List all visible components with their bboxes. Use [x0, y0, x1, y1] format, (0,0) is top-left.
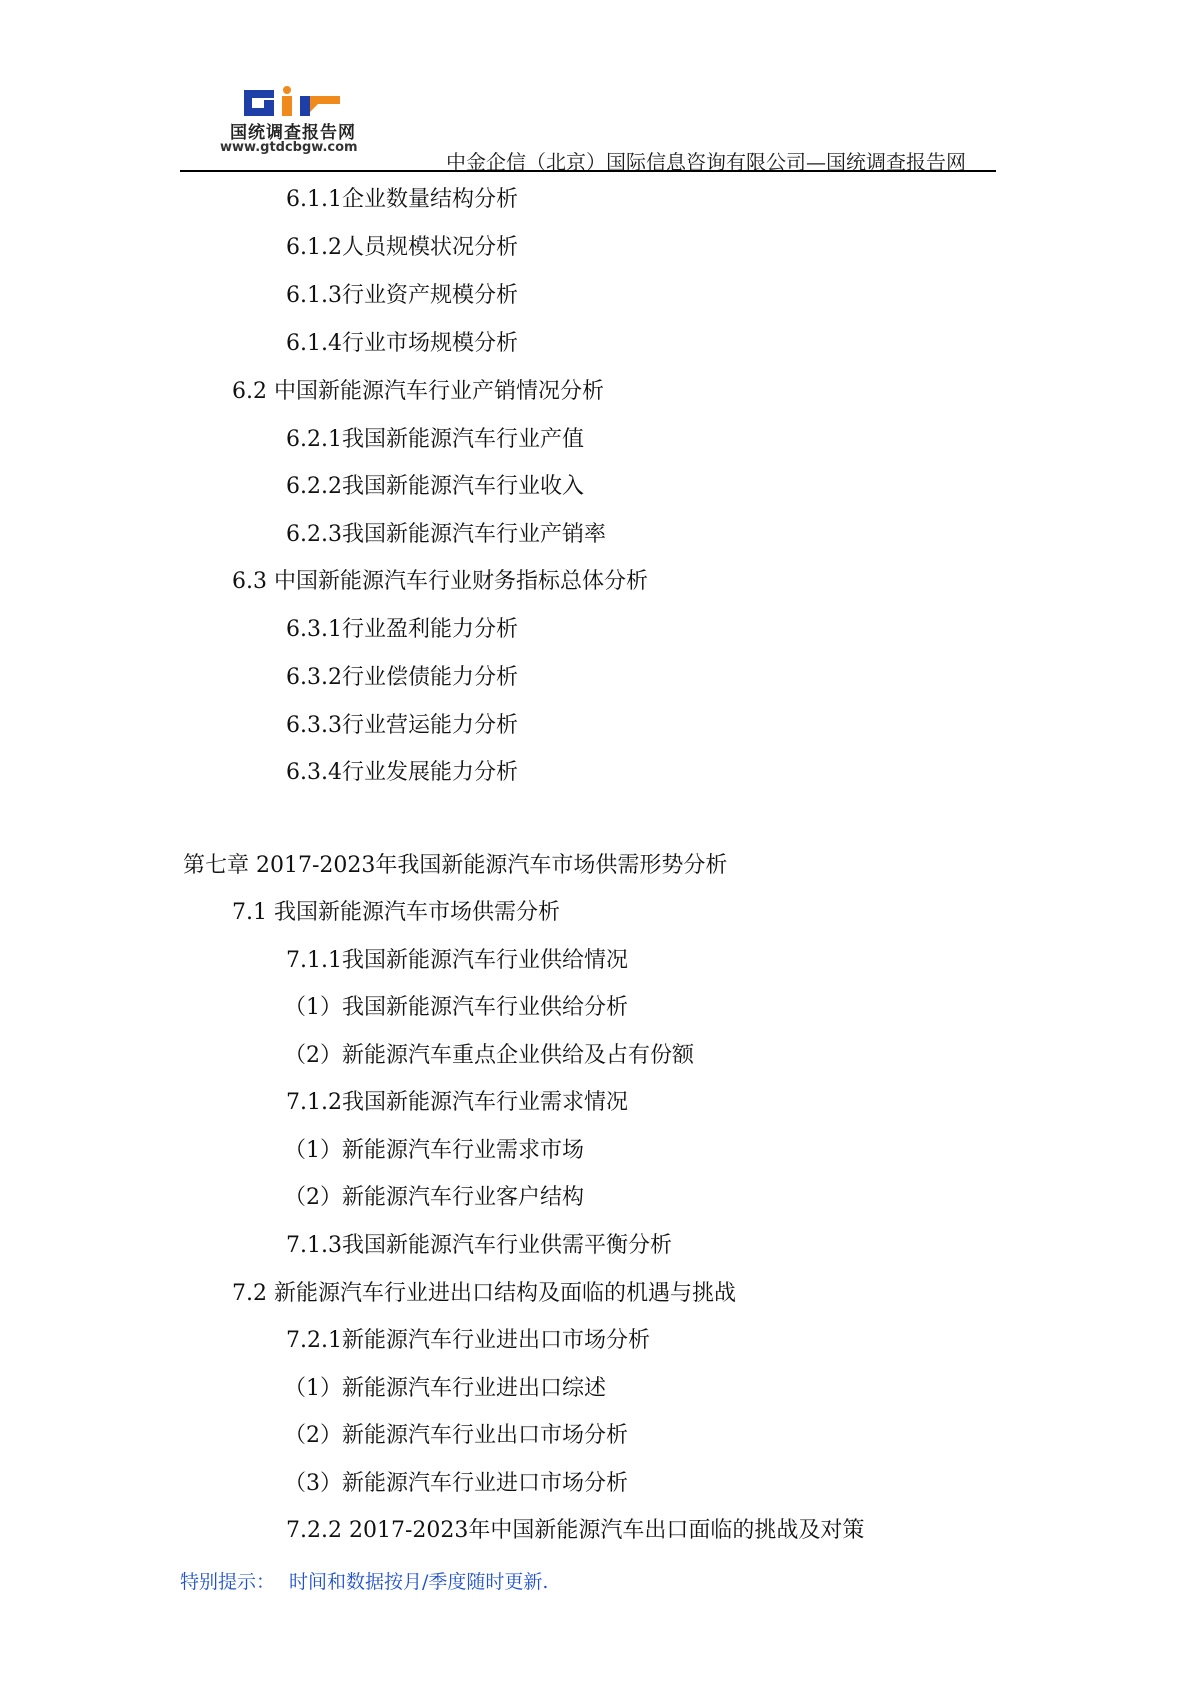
toc-subitem: （2）新能源汽车行业客户结构 [284, 1185, 584, 1210]
toc-item: 7.1.2我国新能源汽车行业需求情况 [286, 1090, 628, 1115]
toc-section: 6.3 中国新能源汽车行业财务指标总体分析 [232, 569, 648, 594]
logo-icon [244, 86, 352, 120]
toc-section: 7.1 我国新能源汽车市场供需分析 [232, 900, 560, 925]
toc-subitem: （1）新能源汽车行业需求市场 [284, 1138, 584, 1163]
toc-subitem: （3）新能源汽车行业进口市场分析 [284, 1471, 628, 1496]
toc-item: 6.1.1企业数量结构分析 [286, 187, 518, 212]
toc-item: 6.3.3行业营运能力分析 [286, 713, 518, 738]
company-name: 中金企信（北京）国际信息咨询有限公司—国统调查报告网 [446, 150, 966, 174]
logo-name: 国统调查报告网 [230, 123, 356, 143]
toc-chapter: 第七章 2017-2023年我国新能源汽车市场供需形势分析 [183, 853, 728, 878]
toc-item: 6.3.4行业发展能力分析 [286, 760, 518, 785]
toc-subitem: （1）我国新能源汽车行业供给分析 [284, 995, 628, 1020]
note-text: 时间和数据按月/季度随时更新. [289, 1571, 549, 1593]
toc-item: 6.2.1我国新能源汽车行业产值 [286, 427, 584, 452]
toc-item: 6.1.3行业资产规模分析 [286, 283, 518, 308]
toc-item: 7.2.1新能源汽车行业进出口市场分析 [286, 1328, 650, 1353]
company-logo [218, 78, 378, 168]
toc-item: 6.3.2行业偿债能力分析 [286, 665, 518, 690]
header-rule [180, 170, 996, 172]
logo-url: www.gtdcbgw.com [220, 140, 358, 155]
special-note [180, 1567, 548, 1594]
toc-item: 6.1.2人员规模状况分析 [286, 235, 518, 260]
toc-subitem: （1）新能源汽车行业进出口综述 [284, 1376, 606, 1401]
toc-section: 6.2 中国新能源汽车行业产销情况分析 [232, 379, 604, 404]
note-label: 特别提示： [180, 1571, 276, 1593]
toc-item: 7.2.2 2017-2023年中国新能源汽车出口面临的挑战及对策 [286, 1518, 865, 1543]
toc-item: 6.3.1行业盈利能力分析 [286, 617, 518, 642]
toc-item: 7.1.3我国新能源汽车行业供需平衡分析 [286, 1233, 672, 1258]
toc-subitem: （2）新能源汽车重点企业供给及占有份额 [284, 1043, 694, 1068]
toc-section: 7.2 新能源汽车行业进出口结构及面临的机遇与挑战 [232, 1281, 736, 1306]
toc-item: 7.1.1我国新能源汽车行业供给情况 [286, 948, 628, 973]
toc-item: 6.2.2我国新能源汽车行业收入 [286, 474, 584, 499]
toc-item: 6.2.3我国新能源汽车行业产销率 [286, 522, 606, 547]
toc-subitem: （2）新能源汽车行业出口市场分析 [284, 1423, 628, 1448]
toc-item: 6.1.4行业市场规模分析 [286, 331, 518, 356]
